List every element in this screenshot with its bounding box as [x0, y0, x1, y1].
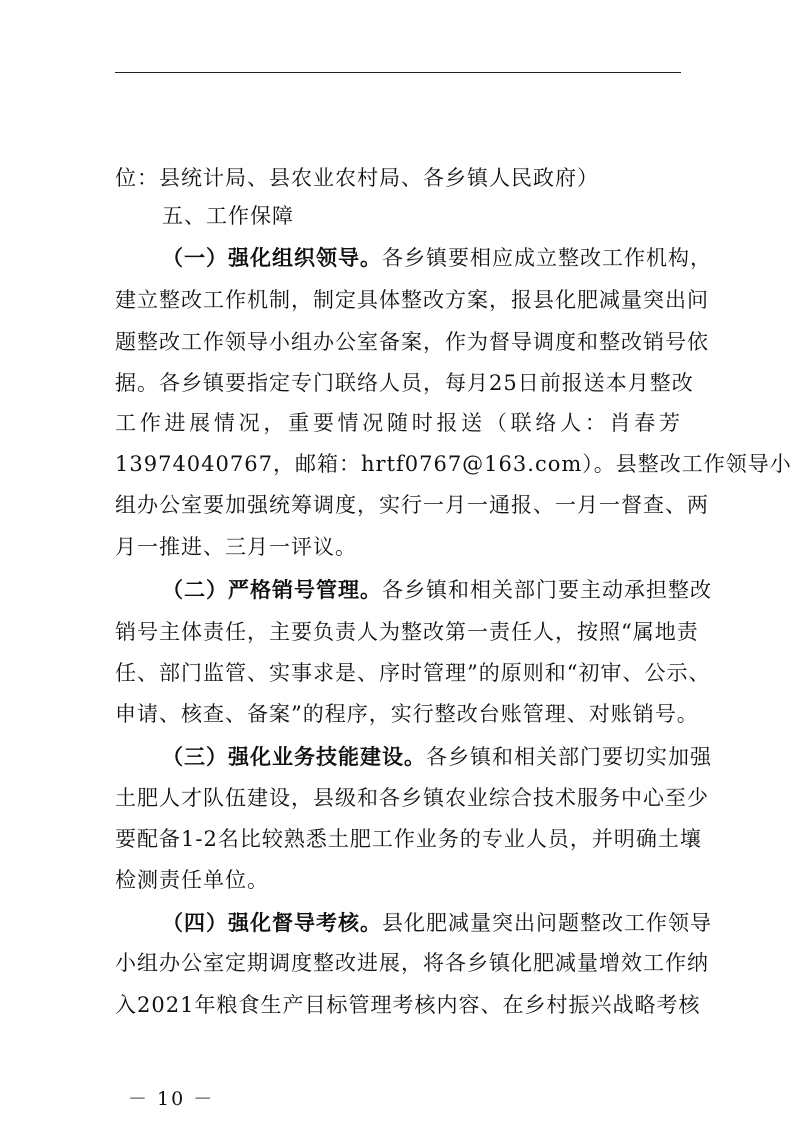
text-line: 销号主体责任，主要负责人为整改第一责任人，按照“属地责 — [115, 620, 699, 644]
paragraph-2-lead: （二）严格销号管理。 — [162, 578, 382, 602]
text-line: 月一推进、三月一评议。 — [115, 535, 357, 559]
text-line: 要配备1-2名比较熟悉土肥工作业务的专业人员，并明确土壤 — [115, 827, 702, 851]
text-line: 小组办公室定期调度整改进展，将各乡镇化肥减量增效工作纳 — [115, 951, 709, 975]
text: 各乡镇和相关部门要切实加强 — [426, 745, 712, 769]
paragraph-4-first-line — [162, 909, 712, 937]
paragraph-2-first-line — [162, 576, 712, 604]
text-line: 入2021年粮食生产目标管理考核内容、在乡村振兴战略考核 — [115, 993, 701, 1017]
text-line: 土肥人才队伍建设，县级和各乡镇农业综合技术服务中心至少 — [115, 786, 709, 810]
text-line: 位：县统计局、县农业农村局、各乡镇人民政府） — [115, 166, 599, 190]
text-line: 申请、核查、备案”的程序，实行整改台账管理、对账销号。 — [115, 702, 699, 726]
paragraph-3-first-line — [162, 743, 712, 771]
text: 县化肥减量突出问题整改工作领导 — [382, 911, 712, 935]
text-line: 检测责任单位。 — [115, 868, 269, 892]
text-line: 据。各乡镇要指定专门联络人员，每月25日前报送本月整改 — [115, 371, 694, 395]
text-line: 建立整改工作机制，制定具体整改方案，报县化肥减量突出问 — [115, 288, 709, 312]
paragraph-4-lead: （四）强化督导考核。 — [162, 911, 382, 935]
text-line: 工作进展情况，重要情况随时报送（联络人：肖春芳 — [115, 411, 681, 435]
header-rule — [115, 72, 681, 73]
section-heading: 五、工作保障 — [162, 204, 294, 228]
text-line: 13974040767，邮箱：hrtf0767@163.com）。县整改工作领导小 — [115, 452, 792, 476]
text: 各乡镇要相应成立整改工作机构， — [382, 246, 712, 270]
text-line: 任、部门监管、实事求是、序时管理”的原则和“初审、公示、 — [115, 661, 711, 685]
text-line: 组办公室要加强统筹调度，实行一月一通报、一月一督查、两 — [115, 493, 709, 517]
page-number: － 10 － — [128, 1088, 215, 1110]
text: 各乡镇和相关部门要主动承担整改 — [382, 578, 712, 602]
paragraph-3-lead: （三）强化业务技能建设。 — [162, 745, 426, 769]
text-line: 题整改工作领导小组办公室备案，作为督导调度和整改销号依 — [115, 330, 709, 354]
paragraph-1-first-line — [162, 244, 712, 272]
paragraph-1-lead: （一）强化组织领导。 — [162, 246, 382, 270]
